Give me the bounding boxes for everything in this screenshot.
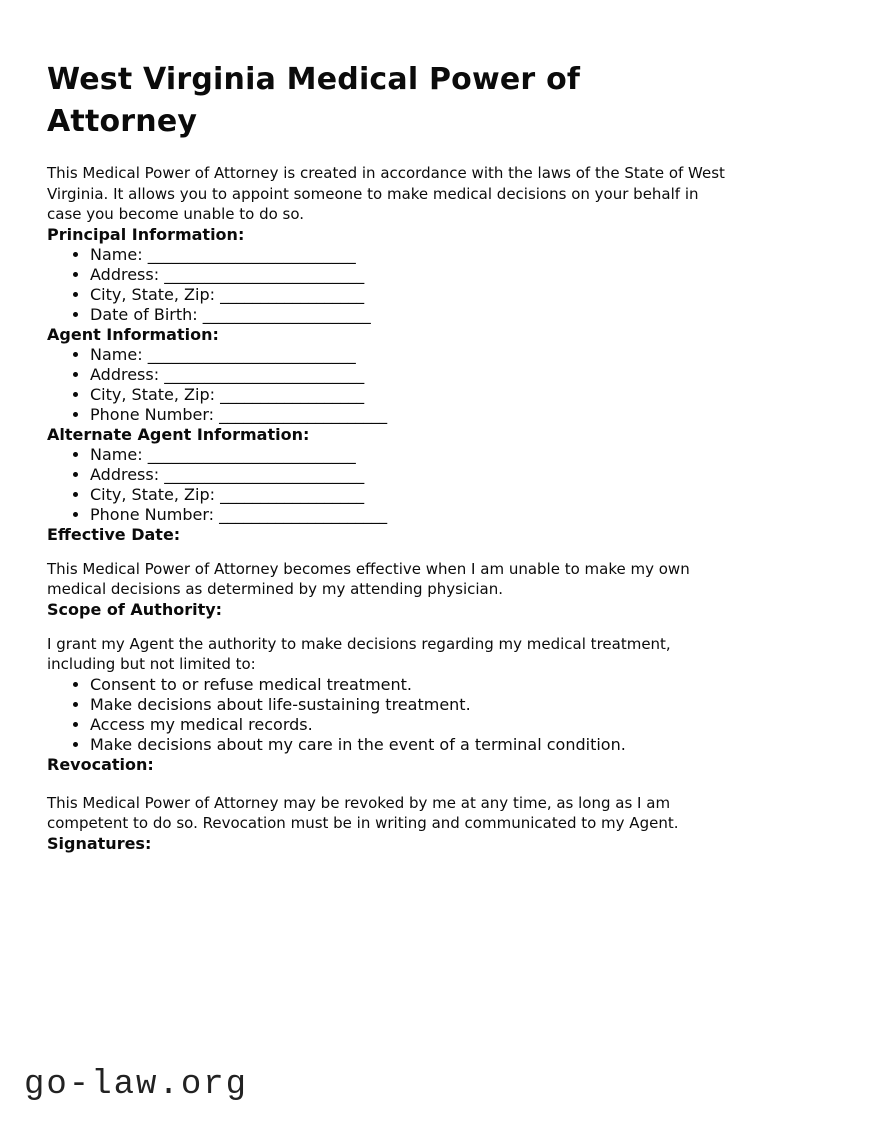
field-row-city-state-zip	[90, 485, 822, 505]
field-row-name	[90, 445, 822, 465]
field-label: City, State, Zip:	[90, 284, 216, 304]
blank-line: _____________________	[219, 404, 388, 424]
field-label: City, State, Zip:	[90, 384, 216, 404]
field-label: Name:	[90, 244, 143, 264]
document-title	[47, 0, 822, 143]
field-label: Address:	[90, 364, 160, 384]
paragraph-line: This Medical Power of Attorney is created in accordance with the laws of the State of West	[47, 164, 725, 182]
blank-line: __________________	[220, 384, 365, 404]
paragraph-line: competent to do so. Revocation must be in writing and communicated to my Agent.	[47, 814, 679, 832]
field-label: City, State, Zip:	[90, 484, 216, 504]
agent-information-fields	[47, 345, 822, 425]
document-title-line: Attorney	[47, 104, 198, 139]
blank-line: _________________________	[164, 464, 365, 484]
paragraph-line: medical decisions as determined by my attending physician.	[47, 580, 504, 598]
blank-line: _________________________	[164, 364, 365, 384]
section-heading-principal-information: Principal Information:	[47, 224, 245, 244]
field-row-city-state-zip	[90, 385, 822, 405]
field-label: Address:	[90, 464, 160, 484]
blank-line: __________________________	[147, 244, 356, 264]
blank-line: _________________________	[164, 264, 365, 284]
section-heading-agent-information: Agent Information:	[47, 324, 219, 344]
section-heading-revocation: Revocation:	[47, 754, 154, 774]
field-row-name	[90, 245, 822, 265]
field-row-address	[90, 365, 822, 385]
alternate-agent-information-fields	[47, 445, 822, 525]
paragraph-line: This Medical Power of Attorney may be revoked by me at any time, as long as I am	[47, 793, 671, 812]
field-row-address	[90, 265, 822, 285]
field-label: Name:	[90, 344, 143, 364]
field-label: Phone Number:	[90, 404, 215, 424]
scope-of-authority-paragraph	[47, 634, 822, 675]
field-label: Address:	[90, 264, 160, 284]
watermark-go-law-org: go-law.org	[24, 1066, 249, 1104]
scope-bullet: • Consent to or refuse medical treatment.	[90, 675, 822, 695]
scope-bullet: • Make decisions about life-sustaining treatment.	[90, 695, 822, 715]
blank-line: _____________________	[219, 504, 388, 524]
field-row-phone-number	[90, 505, 822, 525]
section-heading-effective-date: Effective Date:	[47, 524, 181, 544]
blank-line: __________________________	[147, 444, 356, 464]
paragraph-line: including but not limited to:	[47, 655, 256, 673]
revocation-paragraph	[47, 793, 822, 834]
field-row-name	[90, 345, 822, 365]
paragraph-line: I grant my Agent the authority to make decisions regarding my medical treatment,	[47, 634, 671, 653]
blank-line: __________________	[220, 284, 365, 304]
document-title-line: West Virginia Medical Power of	[47, 62, 581, 97]
field-row-city-state-zip	[90, 285, 822, 305]
principal-information-fields	[47, 245, 822, 325]
section-heading-scope-of-authority: Scope of Authority:	[47, 599, 223, 619]
field-row-phone-number	[90, 405, 822, 425]
section-heading-alternate-agent-information: Alternate Agent Information:	[47, 424, 310, 444]
blank-line: _____________________	[202, 304, 371, 324]
scope-bullet: • Access my medical records.	[90, 715, 822, 735]
field-label: Name:	[90, 444, 143, 464]
field-label: Phone Number:	[90, 504, 215, 524]
scope-bullet: • Make decisions about my care in the event of a terminal condition.	[90, 735, 822, 755]
section-heading-signatures: Signatures:	[47, 833, 152, 853]
field-label: Date of Birth:	[90, 304, 198, 324]
scope-of-authority-bullets	[47, 675, 822, 755]
intro-paragraph	[47, 163, 822, 225]
blank-line: __________________	[220, 484, 365, 504]
field-row-address	[90, 465, 822, 485]
paragraph-line: Virginia. It allows you to appoint someone to make medical decisions on your behalf in	[47, 184, 699, 203]
paragraph-line: case you become unable to do so.	[47, 205, 305, 223]
field-row-date-of-birth	[90, 305, 822, 325]
effective-date-paragraph	[47, 559, 822, 600]
paragraph-line: This Medical Power of Attorney becomes effective when I am unable to make my own	[47, 559, 690, 578]
blank-line: __________________________	[147, 344, 356, 364]
